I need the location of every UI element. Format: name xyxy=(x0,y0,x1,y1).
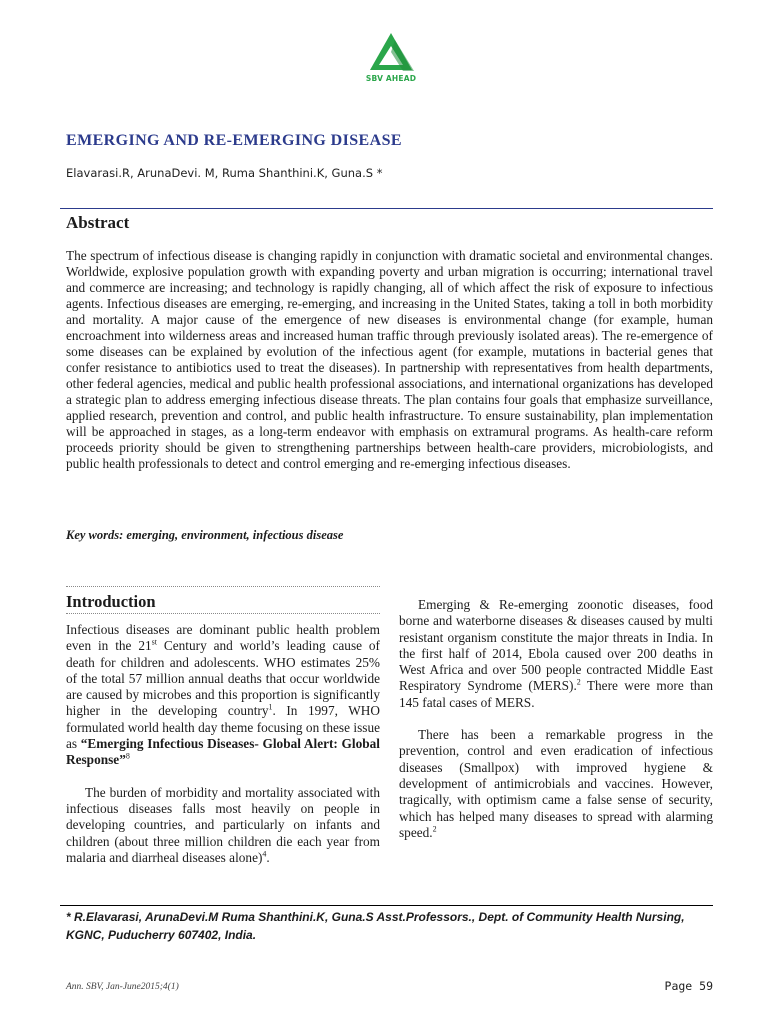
intro-top-divider xyxy=(66,586,380,587)
author-footnote: * R.Elavarasi, ArunaDevi.M Ruma Shanthini.K, Guna.S Asst.Professors., Dept. of Community Health Nursing, KGNC, Puducherry 607402, India. xyxy=(66,910,685,942)
footnote-divider xyxy=(60,905,713,906)
sbv-ahead-logo xyxy=(365,30,417,88)
who-theme: “Emerging Infectious Diseases- Global Alert: Global Response” xyxy=(66,736,380,768)
right-column xyxy=(399,597,713,841)
abstract-heading: Abstract xyxy=(66,213,130,232)
header-divider xyxy=(60,208,713,209)
intro-paragraph-1: Infectious diseases are dominant public health problem even in the 21st Century and world’s leading cause of death for children and adolescents. WHO estimates 25% of the total 57 million annual deaths that occur worldwide are caused by microbes and this proportion is significantly higher in the developing country$^1$. In 1997, WHO formulated world health day theme focusing on these issue as “Emerging Infectious Diseases- Global Alert: Global Response”$^8$ xyxy=(66,622,380,768)
journal-citation: Ann. SBV, Jan-June2015;4(1) xyxy=(66,982,179,992)
paper-title: EMERGING AND RE-EMERGING DISEASE xyxy=(66,132,402,149)
abstract-body: The spectrum of infectious disease is changing rapidly in conjunction with dramatic societal and environmental changes. Worldwide, explosive population growth with expanding poverty and urban migration is occurring; international travel and commerce are increasing; and technology is rapidly changing, all of which affect the risk of exposure to infectious agents. Infectious diseases are emerging, re-emerging, and increasing in the United States, taking a toll in both morbidity and mortality. A major cause of the emergence of new diseases is environmental change (for example, human encroachment into wilderness areas and increased human traffic through previously isolated areas). The re-emergence of some diseases can be explained by evolution of the infectious agent (for example, mutations in bacterial genes that confer resistance to antibiotics used to treat the diseases). In partnership with representatives from health departments, other federal agencies, medical and public health professional associations, and international organizations has developed a strategic plan to address emerging infectious disease threats. The plan contains four goals that emphasize surveillance, applied research, prevention and control, and public health infrastructure. To ensure sustainability, plan implementation will be approached in stages, as a long-term endeavor with emphasis on extramural programs. As health-care reform proceeds priority should be given to strengthening partnerships between health-care providers, microbiologists, and public health professionals to detect and control emerging and re-emerging infectious diseases. xyxy=(66,248,713,471)
keywords: Key words: emerging, environment, infectious disease xyxy=(66,528,344,542)
page-number: Page 59 xyxy=(664,979,713,993)
intro-paragraph-3: Emerging & Re-emerging zoonotic diseases, food borne and waterborne diseases & diseases caused by multi resistant organism constitute the major threats in India. In the first half of 2014, Ebola caused over 200 deaths in West Africa and over 500 people contracted Middle East Respiratory Syndrome (MERS).$^2$ There were more than 145 fatal cases of MERS. xyxy=(399,597,713,710)
intro-paragraph-4: There has been a remarkable progress in the prevention, control and even eradication of infectious diseases (Smallpox) with improved hygiene & development of antimicrobials and vaccines. However, tragically, with optimism came a false sense of security, which has helped many diseases to spread with alarming speed.$^2$ xyxy=(399,727,713,840)
intro-paragraph-2: The burden of morbidity and mortality associated with infectious diseases falls most heavily on people in developing countries, and particularly on infants and children (about three million children die each year from malaria and diarrheal diseases alone)$^4$. xyxy=(66,784,380,865)
left-column xyxy=(66,592,380,866)
introduction-heading: Introduction xyxy=(66,592,156,611)
triangle-logo-icon xyxy=(365,30,417,74)
author-list: Elavarasi.R, ArunaDevi. M, Ruma Shanthini.K, Guna.S * xyxy=(66,166,383,180)
logo-text: SBV AHEAD xyxy=(365,74,417,83)
